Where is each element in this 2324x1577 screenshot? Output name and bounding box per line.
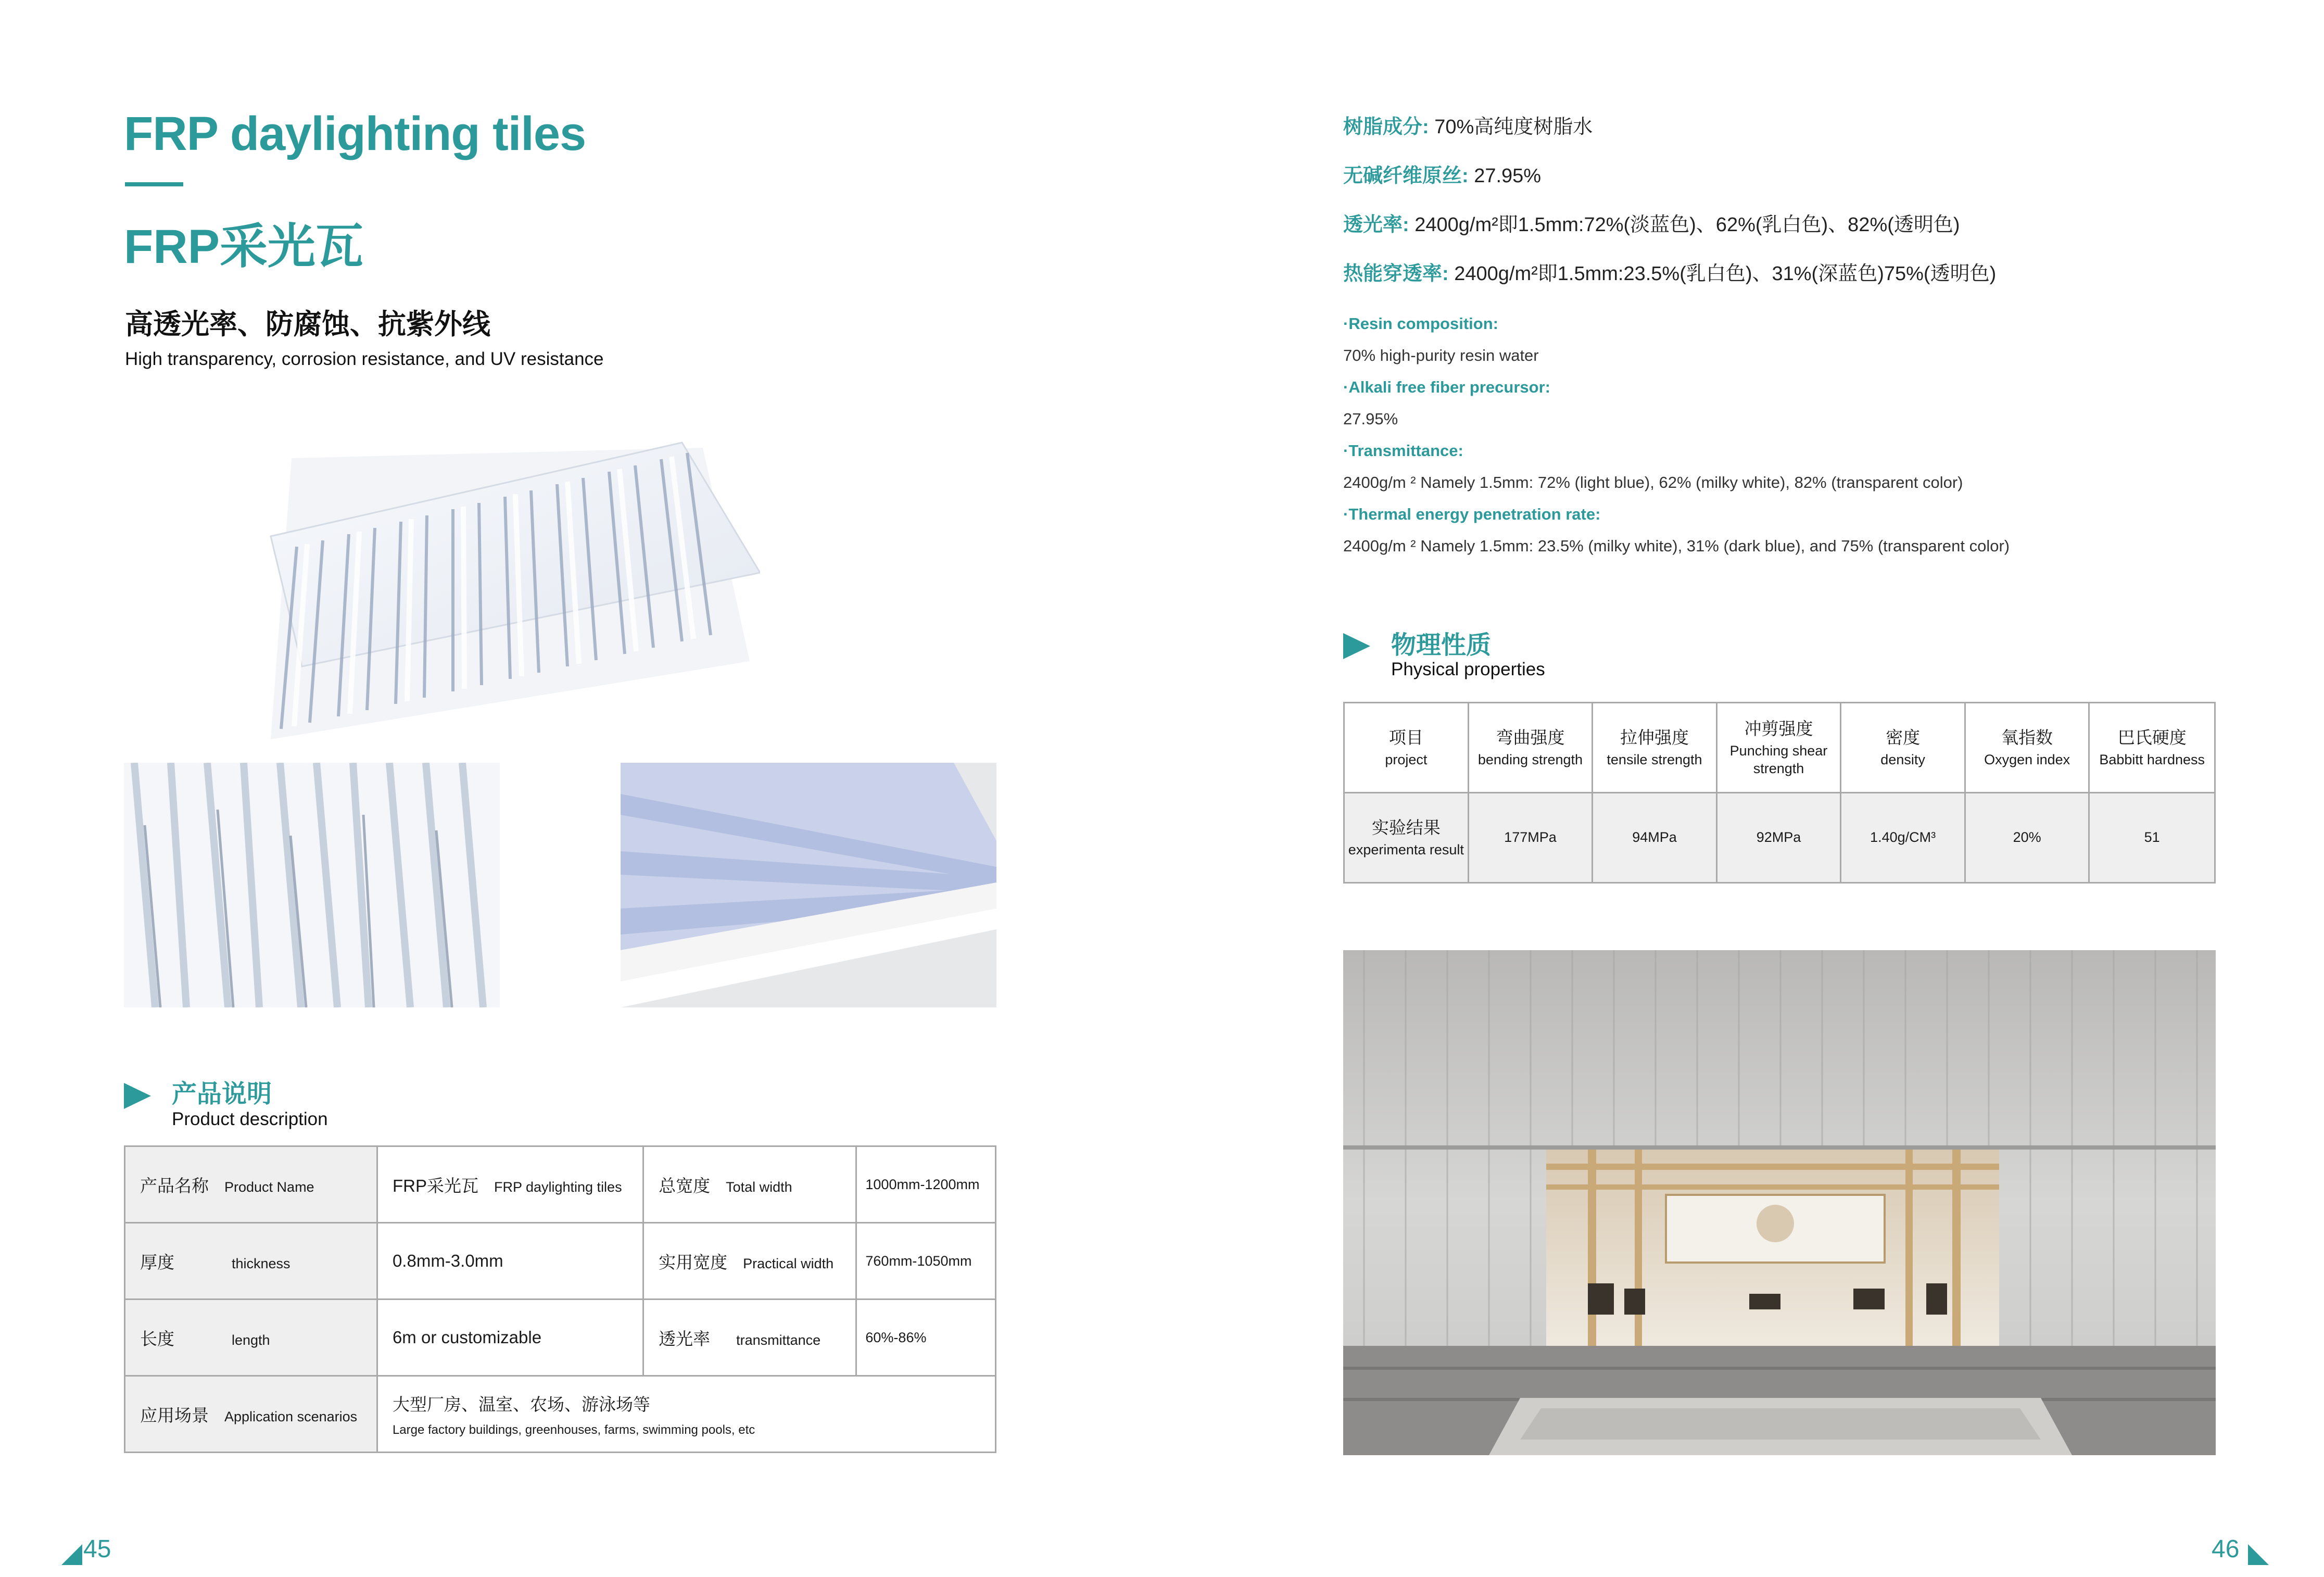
page-corner-triangle-icon: [2248, 1544, 2269, 1565]
table-header-cell: 巴氏硬度 Babbitt hardness: [2089, 703, 2215, 793]
table-header-cell: 项目 project: [1344, 703, 1469, 793]
spec-en-label: ·Resin composition:: [1343, 314, 1498, 333]
table-cell: 0.8mm-3.0mm: [377, 1223, 643, 1300]
table-cell: FRP采光瓦 FRP daylighting tiles: [377, 1146, 643, 1223]
table-row: [125, 1376, 996, 1453]
spec-line-thermal: 热能穿透率: 2400g/m²即1.5mm:23.5%(乳白色)、31%(深蓝色)75%(透明色): [1343, 263, 1997, 285]
table-cell: 透光率 transmittance: [643, 1300, 856, 1376]
table-header-cell: 氧指数 Oxygen index: [1965, 703, 2089, 793]
tile-product-image: [260, 437, 760, 750]
spec-en-label: ·Thermal energy penetration rate:: [1343, 505, 1601, 523]
spec-en-value: 70% high-purity resin water: [1343, 346, 1539, 364]
table-header-cell: 弯曲强度 bending strength: [1468, 703, 1593, 793]
table-cell: 应用场景 Application scenarios: [125, 1376, 377, 1453]
table-row: [1344, 793, 2215, 883]
table-header-row: [1344, 703, 2215, 793]
table-row: [125, 1223, 996, 1300]
table-cell: 60%-86%: [856, 1300, 996, 1376]
table-cell: 大型厂房、温室、农场、游泳场等 Large factory buildings, greenhouses, farms, swimming pools, etc: [377, 1376, 995, 1453]
slogan-en: High transparency, corrosion resistance, and UV resistance: [125, 349, 604, 369]
tile-closeup-photo: [124, 763, 500, 1007]
table-cell: 92MPa: [1716, 793, 1841, 883]
table-cell: 760mm-1050mm: [856, 1223, 996, 1300]
building-photo: [1343, 950, 2216, 1455]
table-cell: 1.40g/CM³: [1841, 793, 1965, 883]
spec-line-fiber: 无碱纤维原丝: 27.95%: [1343, 165, 1542, 187]
table-header-cell: 拉伸强度 tensile strength: [1593, 703, 1717, 793]
table-cell: 实验结果 experimenta result: [1344, 793, 1469, 883]
table-cell: 177MPa: [1468, 793, 1593, 883]
spec-en-value: 2400g/m ² Namely 1.5mm: 23.5% (milky white), 31% (dark blue), and 75% (transparent color): [1343, 537, 2010, 555]
tile-stack-photo: [621, 763, 996, 1007]
slogan-cn: 高透光率、防腐蚀、抗紫外线: [125, 309, 490, 340]
table-cell: 20%: [1965, 793, 2089, 883]
section-title-en: Physical properties: [1391, 659, 1545, 679]
table-cell: 6m or customizable: [377, 1300, 643, 1376]
table-row: [125, 1300, 996, 1376]
spec-en-value: 2400g/m ² Namely 1.5mm: 72% (light blue), 62% (milky white), 82% (transparent color): [1343, 473, 1963, 491]
table-cell: 94MPa: [1593, 793, 1717, 883]
spec-en-value: 27.95%: [1343, 410, 1398, 428]
section-title-cn: 产品说明: [172, 1080, 272, 1108]
title-divider: [125, 182, 183, 186]
spec-en-label: ·Transmittance:: [1343, 441, 1463, 460]
section-title-cn: 物理性质: [1391, 632, 1492, 659]
title-en: FRP daylighting tiles: [124, 107, 586, 160]
table-cell: 实用宽度 Practical width: [643, 1223, 856, 1300]
section-arrow-icon: [124, 1083, 151, 1109]
table-cell: 厚度 thickness: [125, 1223, 377, 1300]
page-corner-triangle-icon: [61, 1544, 82, 1565]
physical-properties-table: [1343, 702, 2216, 884]
table-cell: 51: [2089, 793, 2215, 883]
table-row: [125, 1146, 996, 1223]
section-title-en: Product description: [172, 1109, 328, 1129]
spec-en-label: ·Alkali free fiber precursor:: [1343, 378, 1550, 396]
table-header-cell: 冲剪强度 Punching shear strength: [1716, 703, 1841, 793]
table-cell: 总宽度 Total width: [643, 1146, 856, 1223]
table-cell: 长度 length: [125, 1300, 377, 1376]
table-cell: 1000mm-1200mm: [856, 1146, 996, 1223]
page-number-right: 46: [2212, 1535, 2240, 1563]
title-cn: FRP采光瓦: [124, 220, 364, 273]
table-cell: 产品名称 Product Name: [125, 1146, 377, 1223]
spec-line-transmittance: 透光率: 2400g/m²即1.5mm:72%(淡蓝色)、62%(乳白色)、82%(透明色): [1343, 214, 1960, 236]
section-arrow-icon: [1343, 633, 1370, 659]
page-number-left: 45: [83, 1535, 111, 1563]
spec-line-resin: 树脂成分: 70%高纯度树脂水: [1343, 116, 1593, 138]
table-header-cell: 密度 density: [1841, 703, 1965, 793]
product-description-table: [124, 1145, 996, 1453]
